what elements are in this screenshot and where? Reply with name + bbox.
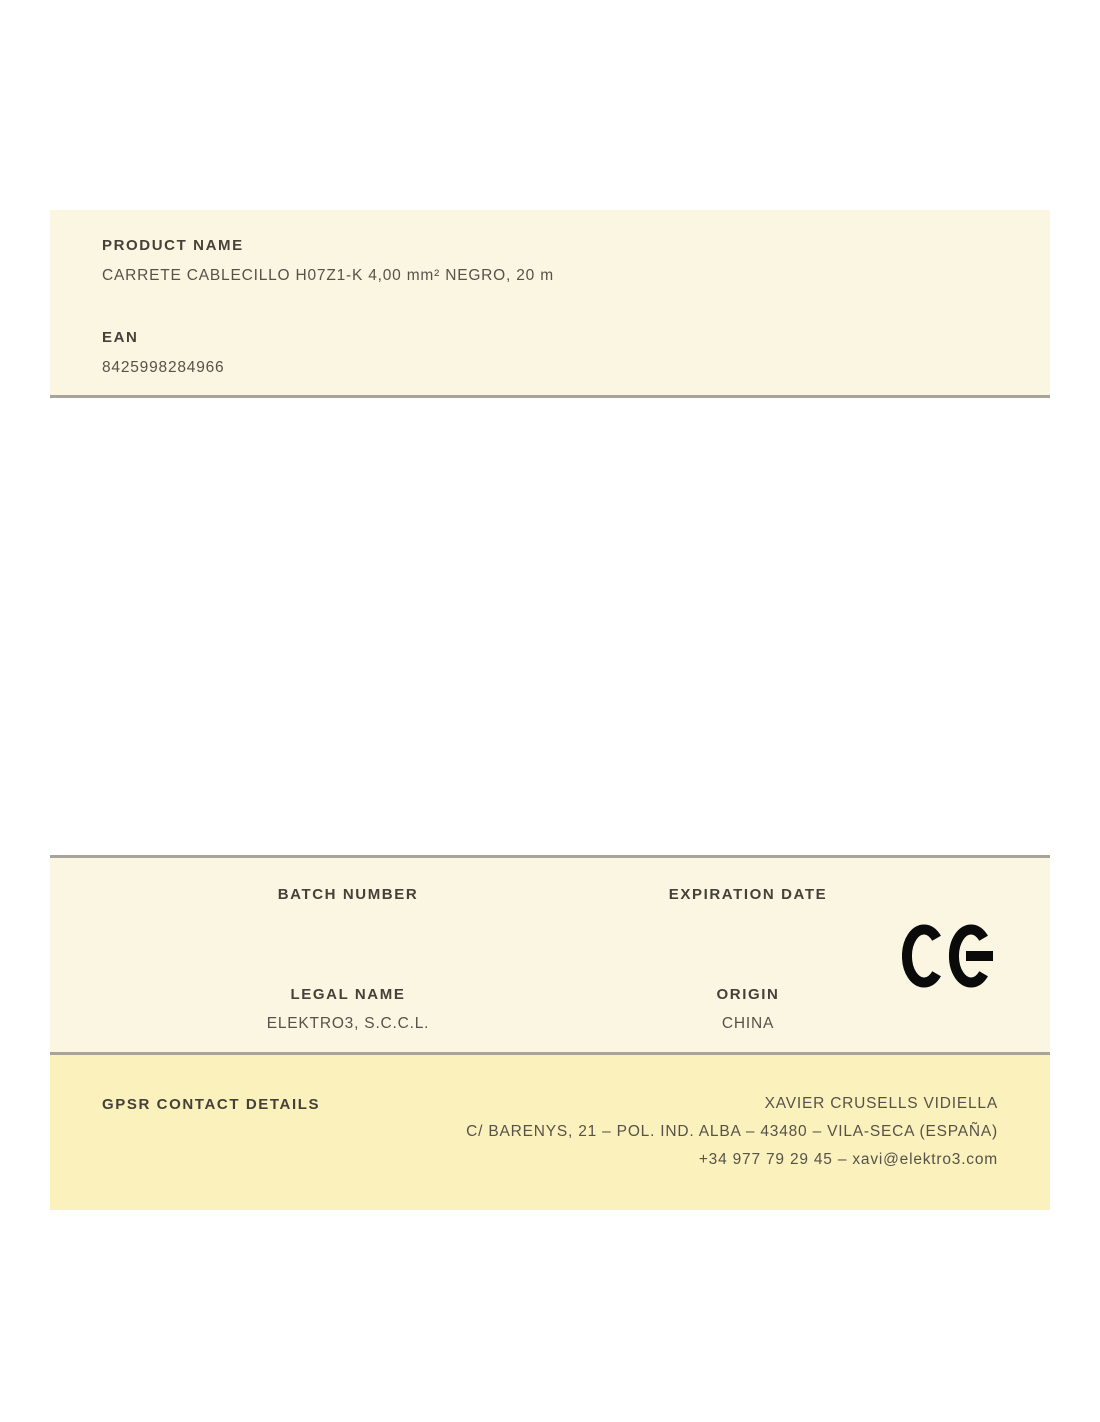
gpsr-contact-name: XAVIER CRUSELLS VIDIELLA	[764, 1095, 998, 1112]
product-name-field	[102, 236, 1050, 287]
ean-field	[102, 328, 1050, 379]
gpsr-contact-phone-email: +34 977 79 29 45 – xavi@elektro3.com	[698, 1151, 998, 1168]
ean-value: 8425998284966	[102, 359, 225, 376]
product-section	[50, 210, 1050, 398]
expiration-date-label: EXPIRATION DATE	[668, 886, 828, 903]
batch-number-cell	[148, 885, 548, 913]
batch-origin-grid	[148, 885, 948, 1035]
origin-cell	[548, 985, 948, 1035]
batch-number-label: BATCH NUMBER	[277, 886, 419, 903]
gpsr-contact-details-label: GPSR CONTACT DETAILS	[102, 1096, 321, 1113]
origin-value: CHINA	[721, 1015, 775, 1032]
ce-mark-icon	[902, 924, 998, 988]
expiration-date-cell	[548, 885, 948, 913]
product-name-value: CARRETE CABLECILLO H07Z1-K 4,00 mm² NEGRO, 20 m	[102, 267, 554, 284]
gpsr-contact-address: C/ BARENYS, 21 – POL. IND. ALBA – 43480 – VILA-SECA (ESPAÑA)	[466, 1123, 998, 1140]
origin-label: ORIGIN	[716, 986, 780, 1003]
gpsr-section	[50, 1055, 1050, 1210]
legal-name-label: LEGAL NAME	[290, 986, 406, 1003]
gpsr-contact-block	[466, 1090, 998, 1174]
legal-name-cell	[148, 985, 548, 1035]
legal-name-value: ELEKTRO3, S.C.C.L.	[266, 1015, 430, 1032]
batch-origin-section	[50, 855, 1050, 1055]
ean-label: EAN	[102, 329, 139, 346]
product-name-label: PRODUCT NAME	[102, 237, 244, 254]
